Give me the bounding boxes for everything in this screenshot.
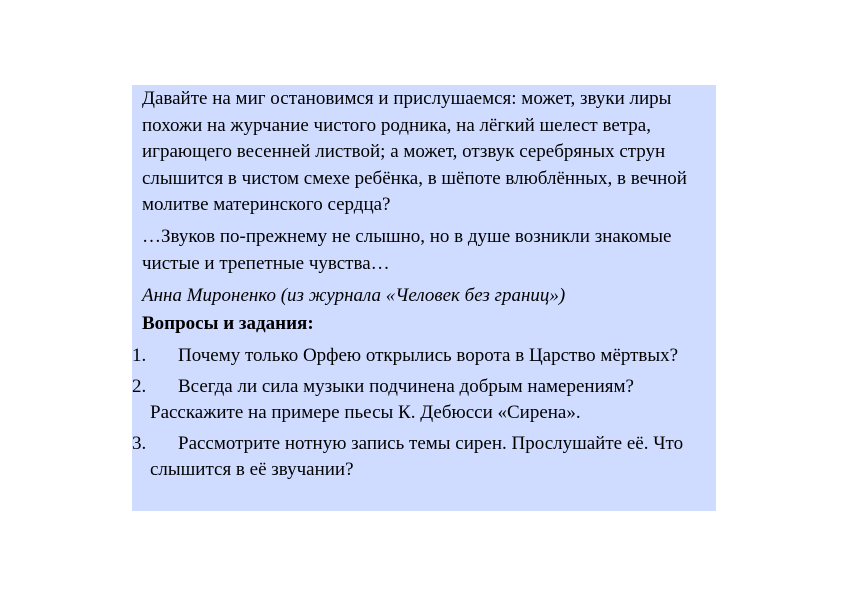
paragraph-1: Давайте на миг остановимся и прислушаемся: может, звуки лиры похожи на журчание чистого родника, на лёгкий шелест ветра, играющего весенней листвой; а может, отзвук серебряных струн слышится в чистом смехе ребёнка, в шёпоте влюблённых, в вечной молитве материнского сердца? <box>142 88 687 215</box>
question-text: Всегда ли сила музыки подчинена добрым намерениям? Расскажите на примере пьесы К. Дебюсси «Сирена». <box>150 375 634 423</box>
text-block <box>132 85 716 511</box>
question-item <box>132 431 716 484</box>
questions-heading: Вопросы и задания: <box>142 313 314 334</box>
question-text: Рассмотрите нотную запись темы сирен. Прослушайте её. Что слышится в её звучании? <box>150 432 684 480</box>
paragraph-2: …Звуков по-прежнему не слышно, но в душе возникли знакомые чистые и трепетные чувства… <box>142 226 672 274</box>
question-item <box>132 374 716 427</box>
question-number: 2. <box>132 375 147 397</box>
author-attribution: Анна Мироненко (из журнала «Человек без границ») <box>142 285 566 306</box>
question-number: 1. <box>132 345 147 366</box>
question-text: Почему только Орфею открылись ворота в Царство мёртвых? <box>178 345 679 366</box>
question-item <box>132 343 716 370</box>
question-number: 3. <box>132 432 147 454</box>
questions-list <box>132 343 716 488</box>
